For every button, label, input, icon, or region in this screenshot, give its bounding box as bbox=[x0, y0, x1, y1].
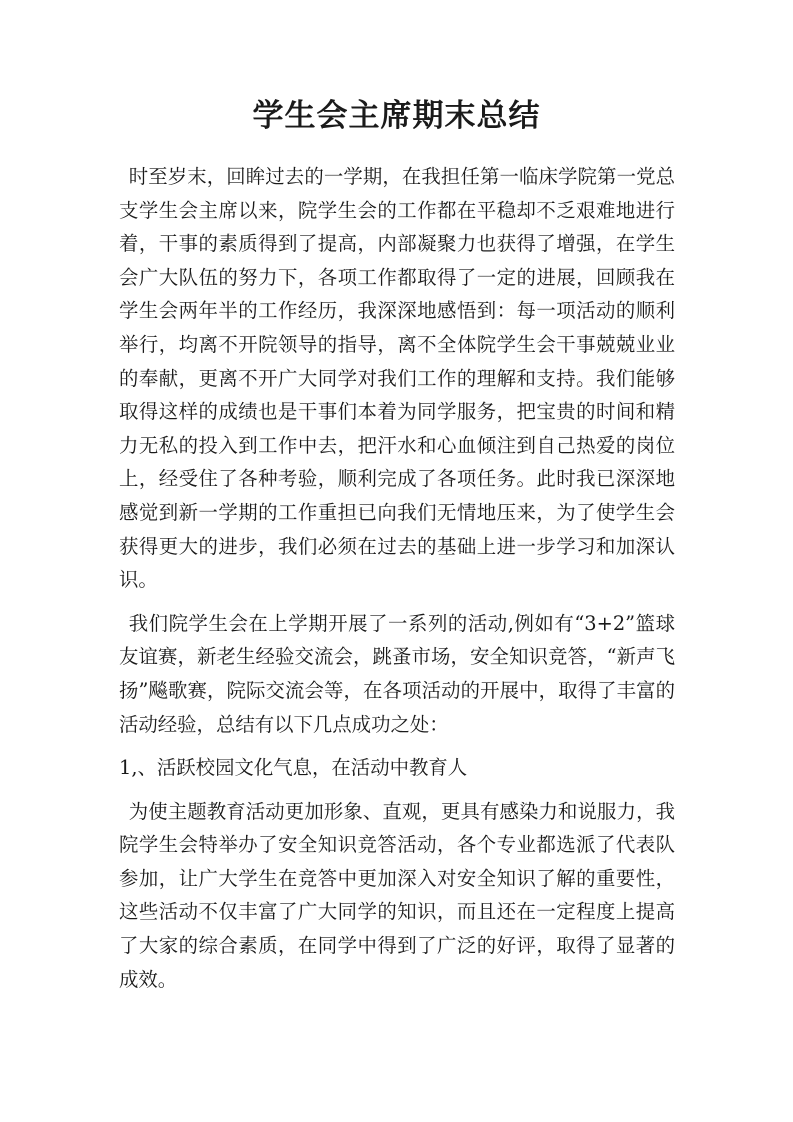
paragraph-section-1: 为使主题教育活动更加形象、直观，更具有感染力和说服力，我院学生会特举办了安全知识竞答活动，各个专业都选派了代表队参加，让广大学生在竞答中更加深入对安全知识了解的重要性，这些活动不仅丰富了广大同学的知识，而且还在一定程度上提高了大家的综合素质，在同学中得到了广泛的好评，取得了显著的成效。 bbox=[119, 799, 675, 991]
section-heading: 1,、活跃校园文化气息，在活动中教育人 bbox=[119, 756, 468, 780]
paragraph-intro: 时至岁末，回眸过去的一学期，在我担任第一临床学院第一党总支学生会主席以来，院学生会的工作都在平稳却不乏艰难地进行着，干事的素质得到了提高，内部凝聚力也获得了增强，在学生会广大队伍的努力下，各项工作都取得了一定的进展，回顾我在学生会两年半的工作经历，我深深地感悟到：每一项活动的顺利举行，均离不开院领导的指导，离不全体院学生会干事兢兢业业的奉献，更离不开广大同学对我们工作的理解和支持。我们能够取得这样的成绩也是干事们本着为同学服务，把宝贵的时间和精力无私的投入到工作中去，把汗水和心血倾注到自己热爱的岗位上，经受住了各种考验，顺利完成了各项任务。此时我已深深地感觉到新一学期的工作重担已向我们无情地压来，为了使学生会获得更大的进步，我们必须在过去的基础上进一步学习和加深认识。 bbox=[119, 165, 675, 592]
document-body bbox=[119, 160, 675, 996]
page-title: 学生会主席期末总结 bbox=[252, 98, 541, 134]
paragraph-activities: 我们院学生会在上学期开展了一系列的活动,例如有“3+2”篮球友谊赛，新老生经验交流会，跳蚤市场，安全知识竞答，“新声飞扬”飚歌赛，院际交流会等，在各项活动的开展中，取得了丰富的活动经验，总结有以下几点成功之处： bbox=[119, 611, 675, 736]
